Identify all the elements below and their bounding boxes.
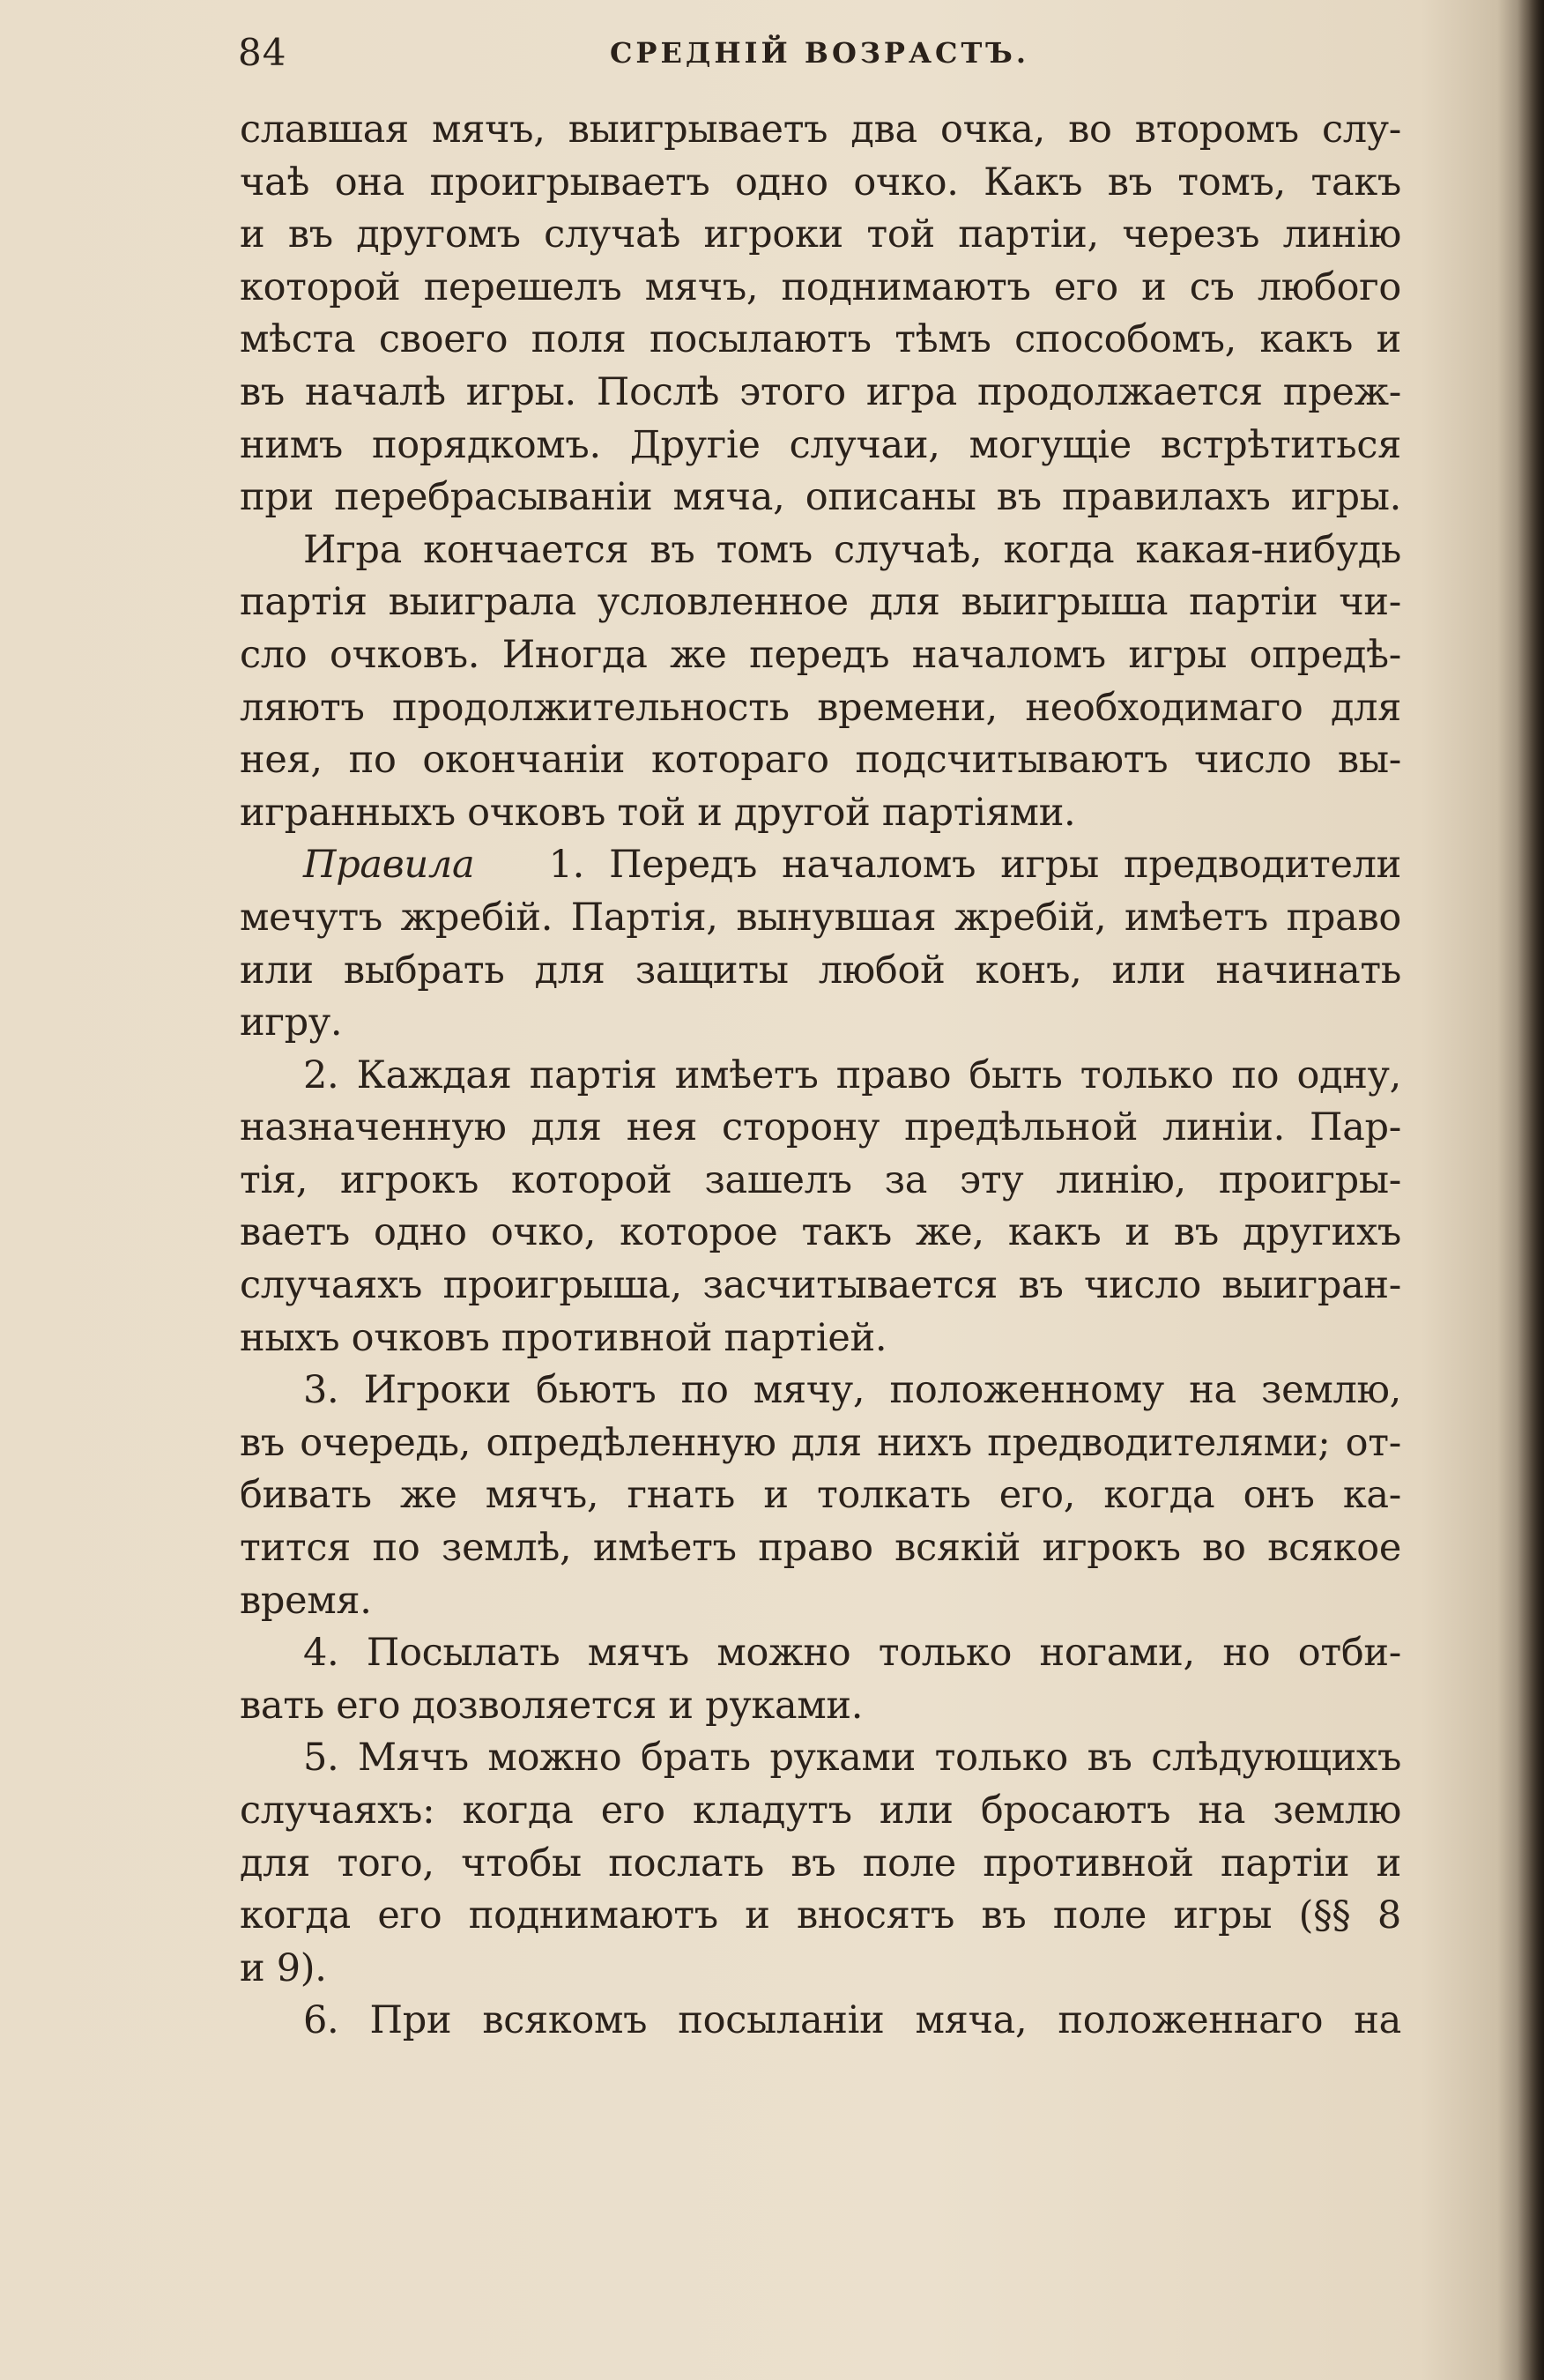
text-line: нимъ порядкомъ. Другіе случаи, могущіе встрѣтиться [240,422,1401,467]
text-line: ныхъ очковъ противной партіей. [240,1315,887,1360]
page-edge-shadow [1518,0,1544,2380]
text-line: и въ другомъ случаѣ игроки той партіи, черезъ линію [240,212,1401,257]
text-line: тится по землѣ, имѣетъ право всякій игрокъ во всякое [240,1526,1401,1571]
text-line: ляютъ продолжительность времени, необходимаго для [240,685,1401,730]
text-line: 6. При всякомъ посыланіи мяча, положеннаго на [303,1998,1401,2043]
text-line: славшая мячъ, выигрываетъ два очка, во второмъ слу- [240,108,1401,152]
running-head [238,26,1401,79]
text-line: тія, игрокъ которой зашелъ за эту линію, проигры- [240,1157,1401,1202]
text-line: бивать же мячъ, гнать и толкать его, когда онъ ка- [240,1473,1401,1518]
text-line: которой перешелъ мячъ, поднимаютъ его и съ любого [240,264,1401,309]
text-line: вать его дозволяется и руками. [240,1683,864,1728]
text-line: 2. Каждая партія имѣетъ право быть только по одну, [303,1052,1401,1097]
text-line: 1. Передъ началомъ игры предводители [548,843,1402,888]
text-line: мѣста своего поля посылаютъ тѣмъ способомъ, какъ и [240,317,1401,362]
text-line: 3. Игроки бьютъ по мячу, положенному на землю, [303,1368,1401,1413]
page-number: 84 [238,31,287,74]
text-line: игру. [240,1000,343,1045]
rules-heading: Правила [303,843,475,888]
text-line: время. [240,1578,372,1623]
text-line: въ очередь, опредѣленную для нихъ предводителями; от- [240,1420,1401,1465]
text-line: мечутъ жребій. Партія, вынувшая жребій, имѣетъ право [240,895,1401,940]
text-line: при перебрасываніи мяча, описаны въ правилахъ игры. [240,475,1401,520]
running-title: СРЕДНІЙ ВОЗРАСТЪ. [609,36,1030,70]
text-line: чаѣ она проигрываетъ одно очко. Какъ въ томъ, такъ [240,160,1401,205]
text-line: 4. Посылать мячъ можно только ногами, но отби- [303,1631,1401,1676]
text-line: партія выиграла условленное для выигрыша партіи чи- [240,580,1401,625]
text-line: въ началѣ игры. Послѣ этого игра продолжается преж- [240,369,1401,414]
text-line: игранныхъ очковъ той и другой партіями. [240,790,1076,835]
body-text [240,104,1401,2048]
text-line: случаяхъ проигрыша, засчитывается въ число выигран- [240,1263,1401,1308]
rules-line [240,839,1401,892]
text-line: случаяхъ: когда его кладутъ или бросаютъ на землю [240,1789,1401,1833]
text-line: 5. Мячъ можно брать руками только въ слѣдующихъ [303,1736,1401,1781]
text-line: Игра кончается въ томъ случаѣ, когда какая-нибудь [303,527,1401,572]
text-line: и 9). [240,1945,327,1990]
text-line: когда его поднимаютъ и вносятъ въ поле игры (§§ 8 [240,1893,1401,1938]
text-line: для того, чтобы послать въ поле противной партіи и [240,1841,1401,1885]
text-line: назначенную для нея сторону предѣльной линіи. Пар- [240,1105,1401,1150]
text-line: нея, по окончаніи котораго подсчитываютъ число вы- [240,738,1401,783]
text-line: или выбрать для защиты любой конъ, или начинать [240,948,1401,993]
text-line: сло очковъ. Иногда же передъ началомъ игры опредѣ- [240,632,1401,677]
text-line: ваетъ одно очко, которое такъ же, какъ и въ другихъ [240,1210,1401,1255]
